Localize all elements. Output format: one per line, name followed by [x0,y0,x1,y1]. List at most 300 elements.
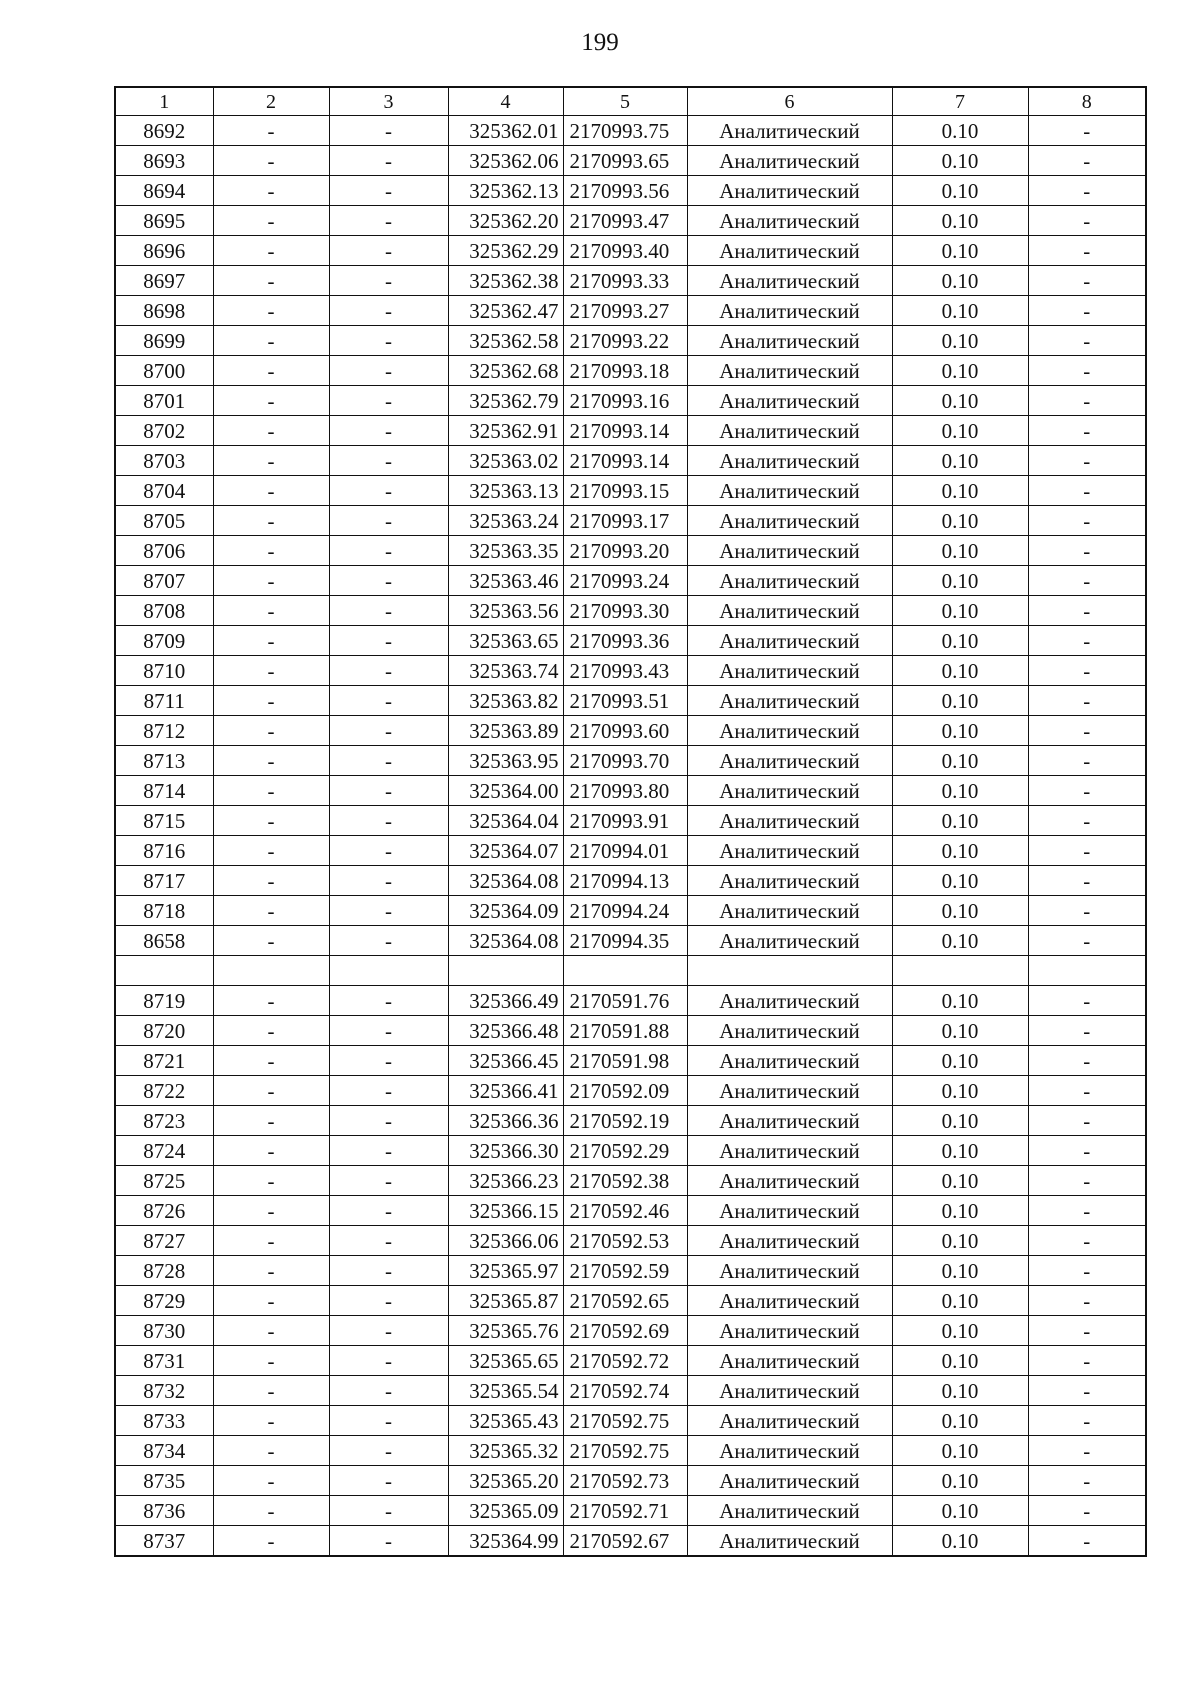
y-coordinate: 2170592.59 [563,1256,687,1286]
table-row [115,806,1146,836]
col-3-value: - [329,656,448,686]
page-number: 199 [581,29,619,56]
x-coordinate: 325365.65 [448,1346,563,1376]
col-3-value: - [329,986,448,1016]
col-8-value: - [1028,1406,1146,1436]
precision: 0.10 [892,716,1028,746]
method: Аналитический [687,1196,892,1226]
point-number: 8699 [115,326,213,356]
precision: 0.10 [892,356,1028,386]
col-2-value: - [213,1076,329,1106]
point-number: 8693 [115,146,213,176]
point-number: 8711 [115,686,213,716]
precision: 0.10 [892,446,1028,476]
col-2-value: - [213,356,329,386]
coordinates-table [114,86,1147,1557]
y-coordinate: 2170592.73 [563,1466,687,1496]
y-coordinate: 2170994.24 [563,896,687,926]
col-8-value: - [1028,746,1146,776]
point-number: 8717 [115,866,213,896]
col-8-value: - [1028,776,1146,806]
method: Аналитический [687,926,892,956]
col-2-value: - [213,1466,329,1496]
point-number: 8697 [115,266,213,296]
col-2-value: - [213,176,329,206]
point-number: 8729 [115,1286,213,1316]
col-8-value: - [1028,716,1146,746]
method: Аналитический [687,1136,892,1166]
table-row [115,1136,1146,1166]
col-2-value: - [213,296,329,326]
empty-cell [115,956,213,986]
table-row [115,866,1146,896]
point-number: 8707 [115,566,213,596]
point-number: 8735 [115,1466,213,1496]
method: Аналитический [687,386,892,416]
x-coordinate: 325362.79 [448,386,563,416]
y-coordinate: 2170993.70 [563,746,687,776]
x-coordinate: 325363.02 [448,446,563,476]
x-coordinate: 325365.54 [448,1376,563,1406]
col-2-value: - [213,1436,329,1466]
point-number: 8732 [115,1376,213,1406]
x-coordinate: 325366.49 [448,986,563,1016]
col-2-value: - [213,1406,329,1436]
col-3-value: - [329,266,448,296]
table-row [115,1346,1146,1376]
x-coordinate: 325362.68 [448,356,563,386]
col-3-value: - [329,236,448,266]
table-row [115,626,1146,656]
y-coordinate: 2170592.38 [563,1166,687,1196]
precision: 0.10 [892,476,1028,506]
col-2-value: - [213,446,329,476]
table-row [115,206,1146,236]
precision: 0.10 [892,236,1028,266]
x-coordinate: 325364.09 [448,896,563,926]
column-header-7: 7 [892,87,1028,116]
col-2-value: - [213,716,329,746]
col-3-value: - [329,1466,448,1496]
point-number: 8704 [115,476,213,506]
method: Аналитический [687,536,892,566]
empty-cell [892,956,1028,986]
column-header-3: 3 [329,87,448,116]
col-8-value: - [1028,446,1146,476]
col-8-value: - [1028,1016,1146,1046]
y-coordinate: 2170993.33 [563,266,687,296]
col-8-value: - [1028,1046,1146,1076]
x-coordinate: 325364.08 [448,866,563,896]
col-3-value: - [329,1166,448,1196]
method: Аналитический [687,776,892,806]
x-coordinate: 325363.46 [448,566,563,596]
col-2-value: - [213,266,329,296]
col-8-value: - [1028,656,1146,686]
x-coordinate: 325363.35 [448,536,563,566]
col-3-value: - [329,1076,448,1106]
col-8-value: - [1028,1346,1146,1376]
precision: 0.10 [892,1376,1028,1406]
x-coordinate: 325365.09 [448,1496,563,1526]
y-coordinate: 2170993.60 [563,716,687,746]
point-number: 8725 [115,1166,213,1196]
x-coordinate: 325362.29 [448,236,563,266]
x-coordinate: 325366.06 [448,1226,563,1256]
y-coordinate: 2170591.98 [563,1046,687,1076]
x-coordinate: 325365.76 [448,1316,563,1346]
method: Аналитический [687,236,892,266]
y-coordinate: 2170993.14 [563,416,687,446]
method: Аналитический [687,1466,892,1496]
col-8-value: - [1028,866,1146,896]
point-number: 8714 [115,776,213,806]
col-3-value: - [329,1136,448,1166]
x-coordinate: 325366.23 [448,1166,563,1196]
x-coordinate: 325363.24 [448,506,563,536]
empty-cell [448,956,563,986]
col-8-value: - [1028,416,1146,446]
col-8-value: - [1028,686,1146,716]
method: Аналитический [687,866,892,896]
precision: 0.10 [892,176,1028,206]
col-3-value: - [329,836,448,866]
col-2-value: - [213,506,329,536]
method: Аналитический [687,296,892,326]
col-3-value: - [329,716,448,746]
point-number: 8719 [115,986,213,1016]
col-8-value: - [1028,1316,1146,1346]
column-header-5: 5 [563,87,687,116]
col-8-value: - [1028,596,1146,626]
point-number: 8737 [115,1526,213,1557]
empty-cell [213,956,329,986]
point-number: 8692 [115,116,213,146]
precision: 0.10 [892,1436,1028,1466]
point-number: 8696 [115,236,213,266]
col-2-value: - [213,806,329,836]
point-number: 8720 [115,1016,213,1046]
col-2-value: - [213,626,329,656]
col-3-value: - [329,1406,448,1436]
precision: 0.10 [892,266,1028,296]
col-8-value: - [1028,176,1146,206]
point-number: 8703 [115,446,213,476]
method: Аналитический [687,506,892,536]
precision: 0.10 [892,656,1028,686]
col-3-value: - [329,896,448,926]
col-3-value: - [329,746,448,776]
y-coordinate: 2170994.01 [563,836,687,866]
table-body [115,116,1146,1557]
col-2-value: - [213,776,329,806]
col-8-value: - [1028,1286,1146,1316]
empty-cell [687,956,892,986]
precision: 0.10 [892,1406,1028,1436]
y-coordinate: 2170993.40 [563,236,687,266]
y-coordinate: 2170592.53 [563,1226,687,1256]
precision: 0.10 [892,1106,1028,1136]
col-8-value: - [1028,1226,1146,1256]
table-row [115,1466,1146,1496]
col-3-value: - [329,1226,448,1256]
method: Аналитический [687,1106,892,1136]
point-number: 8718 [115,896,213,926]
col-8-value: - [1028,506,1146,536]
table-row [115,1316,1146,1346]
method: Аналитический [687,1256,892,1286]
precision: 0.10 [892,686,1028,716]
point-number: 8700 [115,356,213,386]
y-coordinate: 2170994.13 [563,866,687,896]
x-coordinate: 325363.89 [448,716,563,746]
y-coordinate: 2170993.16 [563,386,687,416]
method: Аналитический [687,176,892,206]
col-3-value: - [329,1436,448,1466]
column-header-6: 6 [687,87,892,116]
col-8-value: - [1028,1166,1146,1196]
column-header-1: 1 [115,87,213,116]
y-coordinate: 2170993.91 [563,806,687,836]
col-2-value: - [213,1196,329,1226]
table-row [115,326,1146,356]
col-2-value: - [213,746,329,776]
col-3-value: - [329,1256,448,1286]
x-coordinate: 325362.38 [448,266,563,296]
col-3-value: - [329,776,448,806]
col-3-value: - [329,446,448,476]
table-row [115,596,1146,626]
table-header-row [115,87,1146,116]
method: Аналитический [687,626,892,656]
precision: 0.10 [892,926,1028,956]
point-number: 8708 [115,596,213,626]
y-coordinate: 2170993.30 [563,596,687,626]
precision: 0.10 [892,116,1028,146]
y-coordinate: 2170993.80 [563,776,687,806]
y-coordinate: 2170591.76 [563,986,687,1016]
table-row [115,1016,1146,1046]
col-8-value: - [1028,1496,1146,1526]
precision: 0.10 [892,836,1028,866]
col-2-value: - [213,896,329,926]
precision: 0.10 [892,1346,1028,1376]
x-coordinate: 325362.91 [448,416,563,446]
col-3-value: - [329,146,448,176]
precision: 0.10 [892,1076,1028,1106]
table-row [115,506,1146,536]
col-8-value: - [1028,836,1146,866]
x-coordinate: 325366.30 [448,1136,563,1166]
table-row [115,386,1146,416]
col-3-value: - [329,596,448,626]
y-coordinate: 2170993.36 [563,626,687,656]
col-8-value: - [1028,1256,1146,1286]
col-3-value: - [329,476,448,506]
col-3-value: - [329,116,448,146]
table-row [115,746,1146,776]
table-row [115,296,1146,326]
col-3-value: - [329,296,448,326]
method: Аналитический [687,596,892,626]
x-coordinate: 325364.08 [448,926,563,956]
y-coordinate: 2170993.65 [563,146,687,176]
method: Аналитический [687,476,892,506]
table-row [115,116,1146,146]
col-3-value: - [329,506,448,536]
col-3-value: - [329,536,448,566]
point-number: 8701 [115,386,213,416]
point-number: 8734 [115,1436,213,1466]
point-number: 8695 [115,206,213,236]
x-coordinate: 325364.99 [448,1526,563,1557]
col-2-value: - [213,1136,329,1166]
table-row [115,1406,1146,1436]
x-coordinate: 325365.32 [448,1436,563,1466]
method: Аналитический [687,1526,892,1557]
table-row [115,926,1146,956]
col-8-value: - [1028,236,1146,266]
precision: 0.10 [892,1316,1028,1346]
col-3-value: - [329,626,448,656]
col-2-value: - [213,926,329,956]
method: Аналитический [687,896,892,926]
precision: 0.10 [892,296,1028,326]
precision: 0.10 [892,1526,1028,1557]
x-coordinate: 325362.13 [448,176,563,206]
empty-cell [1028,956,1146,986]
precision: 0.10 [892,1256,1028,1286]
y-coordinate: 2170592.65 [563,1286,687,1316]
col-3-value: - [329,1286,448,1316]
method: Аналитический [687,716,892,746]
col-3-value: - [329,866,448,896]
method: Аналитический [687,1316,892,1346]
table-row [115,776,1146,806]
method: Аналитический [687,1406,892,1436]
table-row [115,236,1146,266]
precision: 0.10 [892,506,1028,536]
table-row [115,566,1146,596]
table-row [115,476,1146,506]
x-coordinate: 325363.95 [448,746,563,776]
precision: 0.10 [892,1046,1028,1076]
precision: 0.10 [892,1136,1028,1166]
precision: 0.10 [892,326,1028,356]
precision: 0.10 [892,1016,1028,1046]
y-coordinate: 2170993.20 [563,536,687,566]
col-3-value: - [329,326,448,356]
point-number: 8705 [115,506,213,536]
table-row [115,446,1146,476]
col-3-value: - [329,1106,448,1136]
table-row [115,1196,1146,1226]
x-coordinate: 325363.74 [448,656,563,686]
precision: 0.10 [892,986,1028,1016]
precision: 0.10 [892,866,1028,896]
method: Аналитический [687,416,892,446]
precision: 0.10 [892,566,1028,596]
method: Аналитический [687,326,892,356]
point-number: 8723 [115,1106,213,1136]
col-3-value: - [329,566,448,596]
y-coordinate: 2170592.72 [563,1346,687,1376]
method: Аналитический [687,266,892,296]
point-number: 8658 [115,926,213,956]
col-2-value: - [213,476,329,506]
col-2-value: - [213,236,329,266]
col-2-value: - [213,566,329,596]
col-3-value: - [329,206,448,236]
method: Аналитический [687,1226,892,1256]
col-2-value: - [213,1256,329,1286]
col-8-value: - [1028,986,1146,1016]
method: Аналитический [687,1436,892,1466]
precision: 0.10 [892,626,1028,656]
method: Аналитический [687,116,892,146]
x-coordinate: 325363.65 [448,626,563,656]
table-row [115,146,1146,176]
x-coordinate: 325362.20 [448,206,563,236]
col-8-value: - [1028,566,1146,596]
empty-cell [563,956,687,986]
point-number: 8716 [115,836,213,866]
method: Аналитический [687,746,892,776]
col-2-value: - [213,1496,329,1526]
point-number: 8710 [115,656,213,686]
precision: 0.10 [892,1286,1028,1316]
col-8-value: - [1028,1376,1146,1406]
col-3-value: - [329,356,448,386]
y-coordinate: 2170592.29 [563,1136,687,1166]
x-coordinate: 325362.06 [448,146,563,176]
x-coordinate: 325364.04 [448,806,563,836]
precision: 0.10 [892,776,1028,806]
x-coordinate: 325366.45 [448,1046,563,1076]
col-3-value: - [329,1316,448,1346]
y-coordinate: 2170591.88 [563,1016,687,1046]
col-2-value: - [213,386,329,416]
point-number: 8694 [115,176,213,206]
col-8-value: - [1028,476,1146,506]
precision: 0.10 [892,386,1028,416]
col-3-value: - [329,1046,448,1076]
col-2-value: - [213,116,329,146]
col-2-value: - [213,1016,329,1046]
y-coordinate: 2170592.19 [563,1106,687,1136]
precision: 0.10 [892,896,1028,926]
table-row [115,1496,1146,1526]
table-row [115,716,1146,746]
precision: 0.10 [892,1196,1028,1226]
table-row [115,686,1146,716]
col-8-value: - [1028,1136,1146,1166]
point-number: 8702 [115,416,213,446]
col-8-value: - [1028,266,1146,296]
col-8-value: - [1028,536,1146,566]
method: Аналитический [687,986,892,1016]
col-2-value: - [213,1046,329,1076]
precision: 0.10 [892,146,1028,176]
x-coordinate: 325362.01 [448,116,563,146]
y-coordinate: 2170592.71 [563,1496,687,1526]
point-number: 8721 [115,1046,213,1076]
x-coordinate: 325362.47 [448,296,563,326]
col-2-value: - [213,596,329,626]
method: Аналитический [687,656,892,686]
point-number: 8706 [115,536,213,566]
section-separator-row [115,956,1146,986]
